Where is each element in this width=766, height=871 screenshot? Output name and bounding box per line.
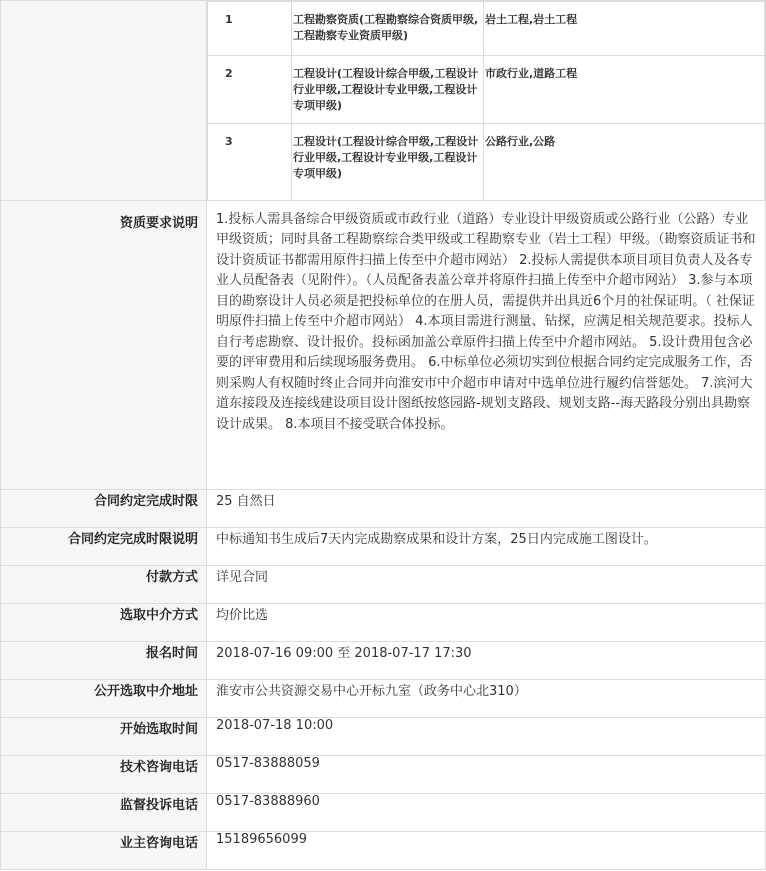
supervise-phone-label: 监督投诉电话 [1,793,207,831]
row-supervise-phone [1,793,766,831]
row-select-method [1,603,766,641]
deadline-desc-label: 合同约定完成时限说明 [1,527,207,565]
select-method-label: 选取中介方式 [1,603,207,641]
qual-specialty: 公路行业,公路 [484,124,765,200]
req-desc-value: 1.投标人需具备综合甲级资质或市政行业（道路）专业设计甲级资质或公路行业（公路）专业甲级资质；同时具备工程勘察综合类甲级或工程勘察专业（岩土工程）甲级。（勘察资质证书和设计资质证书都需用原件扫描上传至中介超市网站） 2.投标人需提供本项目项目负责人及各专业人员配备表（见附件）。（人员配备表盖公章并将原件扫描上传至中介超市网站） 3.参与本项目的勘察设计人员必须是把投标单位的在册人员，需提供并出具近6个月的社保证明。（ 社保证明原件扫描上传至中介超市网站） 4.本项目需进行测量、钻探，应满足相关规范要求。投标人自行考虑勘察、设计报价。投标函加盖公章原件扫描上传至中介超市网站。 5.设计费用包含必要的评审费用和后续现场服务费用。 6.中标单位必须切实到位根据合同约定完成服务工作，否则采购人有权随时终止合同并向淮安市中介超市申请对中选单位进行履约信誉惩处。 7.滨河大道东接段及连接线建设项目设计图纸按悠园路-规划支路段、规划支路--海天路段分别出具勘察设计成果。 8.本项目不接受联合体投标。 [207,200,766,489]
qualification-cell [207,1,766,201]
tech-phone-label: 技术咨询电话 [1,755,207,793]
tech-phone-value: 0517-83888059 [207,755,766,793]
payment-label: 付款方式 [1,565,207,603]
row-payment [1,565,766,603]
deadline-label: 合同约定完成时限 [1,489,207,527]
table-row [208,2,765,56]
qual-specialty: 岩土工程,岩土工程 [484,2,765,56]
row-req-desc [1,200,766,489]
signup-time-label: 报名时间 [1,641,207,679]
address-value: 淮安市公共资源交易中心开标九室（政务中心北310） [207,679,766,717]
deadline-desc-value: 中标通知书生成后7天内完成勘察成果和设计方案，25日内完成施工图设计。 [207,527,766,565]
deadline-value: 25 自然日 [207,489,766,527]
qual-no: 1 [208,2,292,56]
row-deadline-desc [1,527,766,565]
qual-name: 工程勘察资质(工程勘察综合资质甲级,工程勘察专业资质甲级) [292,2,484,56]
qual-no: 3 [208,124,292,200]
start-time-value: 2018-07-18 10:00 [207,717,766,755]
select-method-value: 均价比选 [207,603,766,641]
row-deadline [1,489,766,527]
row-start-time [1,717,766,755]
qual-specialty: 市政行业,道路工程 [484,56,765,124]
row-address [1,679,766,717]
qual-name: 工程设计(工程设计综合甲级,工程设计行业甲级,工程设计专业甲级,工程设计专项甲级) [292,124,484,200]
row-owner-phone [1,831,766,869]
row-tech-phone [1,755,766,793]
qual-name: 工程设计(工程设计综合甲级,工程设计行业甲级,工程设计专业甲级,工程设计专项甲级) [292,56,484,124]
qualification-table [207,1,765,200]
owner-phone-value: 15189656099 [207,831,766,869]
payment-value: 详见合同 [207,565,766,603]
req-desc-label: 资质要求说明 [1,200,207,489]
row-signup-time [1,641,766,679]
qualification-label-cell [1,1,207,201]
table-row [208,124,765,200]
supervise-phone-value: 0517-83888960 [207,793,766,831]
start-time-label: 开始选取时间 [1,717,207,755]
address-label: 公开选取中介地址 [1,679,207,717]
owner-phone-label: 业主咨询电话 [1,831,207,869]
signup-time-value: 2018-07-16 09:00 至 2018-07-17 17:30 [207,641,766,679]
qual-no: 2 [208,56,292,124]
table-row [208,56,765,124]
